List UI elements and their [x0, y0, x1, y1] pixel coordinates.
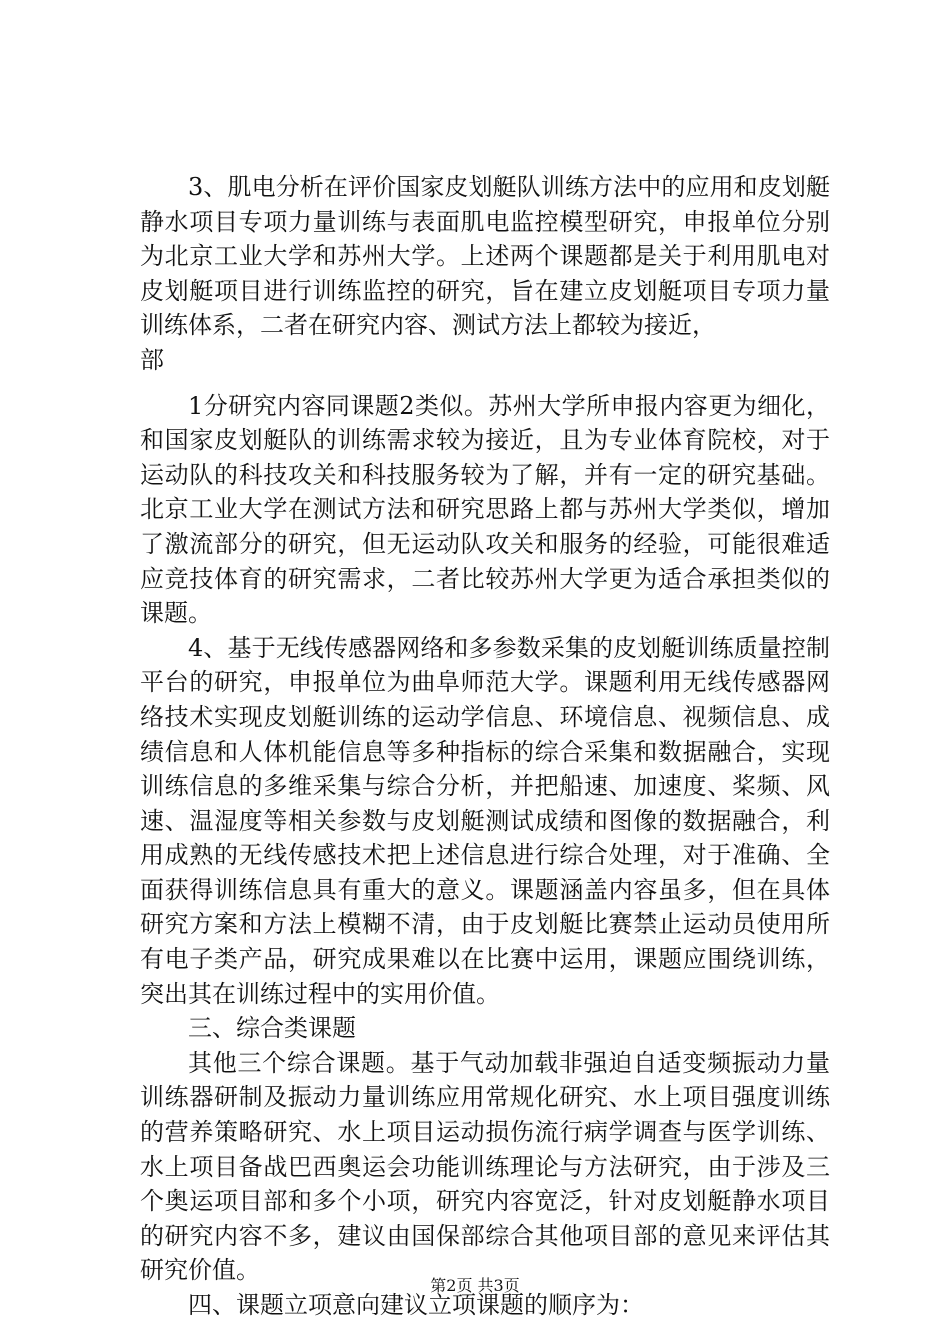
section-heading-approval-order: 四、课题立项意向建议立项课题的顺序为：	[188, 1291, 644, 1319]
paragraph-emg-projects: 3、肌电分析在评价国家皮划艇队训练方法中的应用和皮划艇静水项目专项力量训练与表面肌电监控模型研究，申报单位分别为北京工业大学和苏州大学。上述两个课题都是关于利用肌电对皮划艇项目进行训练监控的研究，旨在建立皮划艇项目专项力量训练体系，二者在研究内容、测试方法上都较为接近，	[140, 173, 830, 340]
paragraph-wireless-sensor: 4、基于无线传感器网络和多参数采集的皮划艇训练质量控制平台的研究，申报单位为曲阜师范大学。课题利用无线传感器网络技术实现皮划艇训练的运动学信息、环境信息、视频信息、成绩信息和人体机能信息等多种指标的综合采集和数据融合，实现训练信息的多维采集与综合分析，并把船速、加速度、桨频、风速、温湿度等相关参数与皮划艇测试成绩和图像的数据融合，利用成熟的无线传感技术把上述信息进行综合处理，对于准确、全面获得训练信息具有重大的意义。课题涵盖内容虽多，但在具体研究方案和方法上模糊不清，由于皮划艇比赛禁止运动员使用所有电子类产品，研究成果难以在比赛中运用，课题应围绕训练，突出其在训练过程中的实用价值。	[140, 633, 830, 1008]
document-body	[140, 170, 830, 1323]
paragraph-fragment: 部	[140, 345, 164, 374]
page-footer: 第2页 共3页	[430, 1276, 520, 1295]
paragraph-comprehensive-topics: 其他三个综合课题。基于气动加载非强迫自适变频振动力量训练器研制及振动力量训练应用常规化研究、水上项目强度训练的营养策略研究、水上项目运动损伤流行病学调查与医学训练、水上项目备战巴西奥运会功能训练理论与方法研究，由于涉及三个奥运项目部和多个小项，研究内容宽泛，针对皮划艇静水项目的研究内容不多，建议由国保部综合其他项目部的意见来评估其研究价值。	[140, 1048, 830, 1285]
section-heading-comprehensive: 三、综合类课题	[188, 1014, 356, 1043]
paragraph-comparison: 1分研究内容同课题2类似。苏州大学所申报内容更为细化，和国家皮划艇队的训练需求较为接近，且为专业体育院校，对于运动队的科技攻关和科技服务较为了解，并有一定的研究基础。北京工业大学在测试方法和研究思路上都与苏州大学类似，增加了激流部分的研究，但无运动队攻关和服务的经验，可能很难适应竞技体育的研究需求，二者比较苏州大学更为适合承担类似的课题。	[140, 391, 830, 628]
